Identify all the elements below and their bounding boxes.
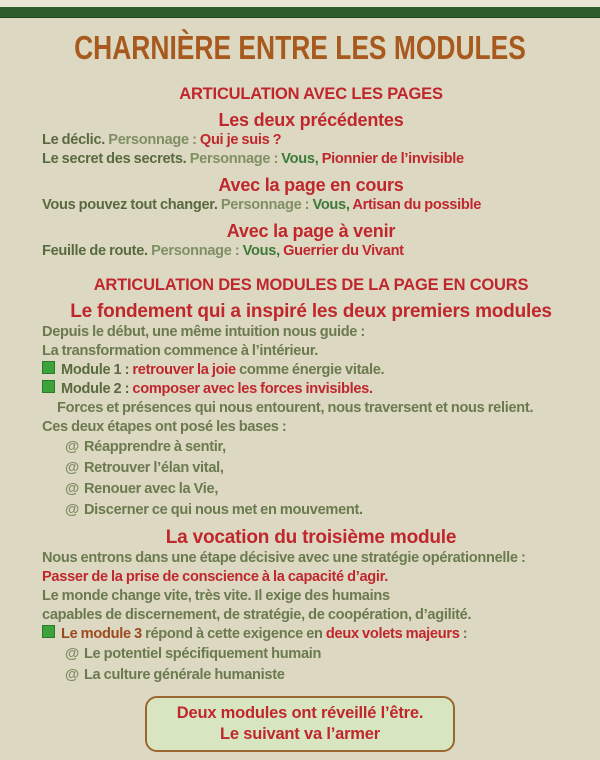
text-segment: La transformation commence à l’intérieur. [42,343,319,359]
summary-callout-box [145,696,455,752]
text-segment: Feuille de route. [42,243,152,259]
text-segment: Module 2 : [61,381,133,397]
text-segment: Le secret des secrets. [42,151,190,167]
list-item [42,644,580,665]
text-segment: Module 1 : [61,362,133,378]
list-item [42,479,580,500]
text-segment: composer avec les forces invisibles. [132,381,373,397]
module-bullet-item [42,380,580,399]
callout-line-2: Le suivant va l’armer [220,725,380,743]
text-segment: Personnage : [189,151,282,167]
text-segment: Qui je suis ? [199,132,282,148]
text-line [42,606,580,625]
text-line [42,131,580,150]
section-subheading: Les deux précédentes [218,110,404,130]
top-margin-strip [0,0,600,7]
text-segment: Pionnier de l’invisible [321,151,464,167]
at-bullet-icon: @ [65,439,79,455]
text-line [42,549,580,568]
at-bullet-icon: @ [65,667,79,683]
module-bullet-item [42,361,580,380]
list-item-label: Discerner ce qui nous met en mouvement. [83,502,363,518]
section-subheading: Le fondement qui a inspiré les deux premiers modules [70,301,552,322]
list-item-label: Retrouver l’élan vital, [83,460,224,476]
section-subheading: La vocation du troisième module [165,527,457,548]
text-segment: Ces deux étapes ont posé les bases : [42,419,287,435]
document-body [0,84,600,686]
text-segment: comme énergie vitale. [239,362,385,378]
text-segment: Passer de la prise de conscience à la capacité d’agir. [42,569,388,585]
module-bullet-item [42,625,580,644]
text-segment: Personnage : [220,197,313,213]
text-line [42,342,580,361]
text-segment: Guerrier du Vivant [283,243,404,259]
text-segment: Vous, [281,151,322,167]
list-item [42,665,580,686]
text-line [42,568,580,587]
text-line [42,399,580,418]
text-segment: retrouver la joie [132,362,240,378]
list-item-label: Réapprendre à sentir, [83,439,226,455]
text-segment: Forces et présences qui nous entourent, nous traversent et nous relient. [57,400,534,416]
text-line [42,196,580,215]
green-square-bullet-icon [42,380,55,393]
text-segment: : [459,626,468,642]
section-subheading: Avec la page à venir [226,221,396,241]
section-heading: ARTICULATION DES MODULES DE LA PAGE EN COURS [93,276,529,294]
text-segment: Vous, [242,243,284,259]
text-segment: deux volets majeurs [325,626,460,642]
at-bullet-icon: @ [65,646,79,662]
page-title: CHARNIÈRE ENTRE LES MODULES [74,29,526,66]
text-line [42,242,580,261]
green-square-bullet-icon [42,625,55,638]
text-segment: Le monde change vite, très vite. Il exige des humains [42,588,390,604]
list-item [42,437,580,458]
at-bullet-icon: @ [65,460,79,476]
text-line [42,587,580,606]
text-segment: Personnage : [108,132,200,148]
at-bullet-icon: @ [65,502,79,518]
list-item [42,458,580,479]
text-segment: répond à cette exigence en [145,626,326,642]
list-item [42,500,580,521]
top-divider-bar [0,7,600,18]
text-segment: Vous, [312,197,353,213]
text-segment: Le module 3 [61,626,146,642]
list-item-label: Le potentiel spécifiquement humain [83,646,322,662]
text-segment: Artisan du possible [352,197,482,213]
text-segment: Personnage : [151,243,243,259]
text-line [42,150,580,169]
text-line [42,418,580,437]
text-segment: Nous entrons dans une étape décisive avec une stratégie opérationnelle : [42,550,526,566]
text-segment: Le déclic. [42,132,109,148]
section-subheading: Avec la page en cours [218,175,404,195]
section-heading: ARTICULATION AVEC LES PAGES [179,85,443,103]
text-segment: Depuis le début, une même intuition nous guide : [42,324,365,340]
at-bullet-icon: @ [65,481,79,497]
text-segment: Vous pouvez tout changer. [42,197,221,213]
list-item-label: Renouer avec la Vie, [83,481,219,497]
list-item-label: La culture générale humaniste [83,667,285,683]
callout-line-1: Deux modules ont réveillé l’être. [176,704,424,722]
text-segment: capables de discernement, de stratégie, de coopération, d’agilité. [42,607,472,623]
text-line [42,323,580,342]
green-square-bullet-icon [42,361,55,374]
